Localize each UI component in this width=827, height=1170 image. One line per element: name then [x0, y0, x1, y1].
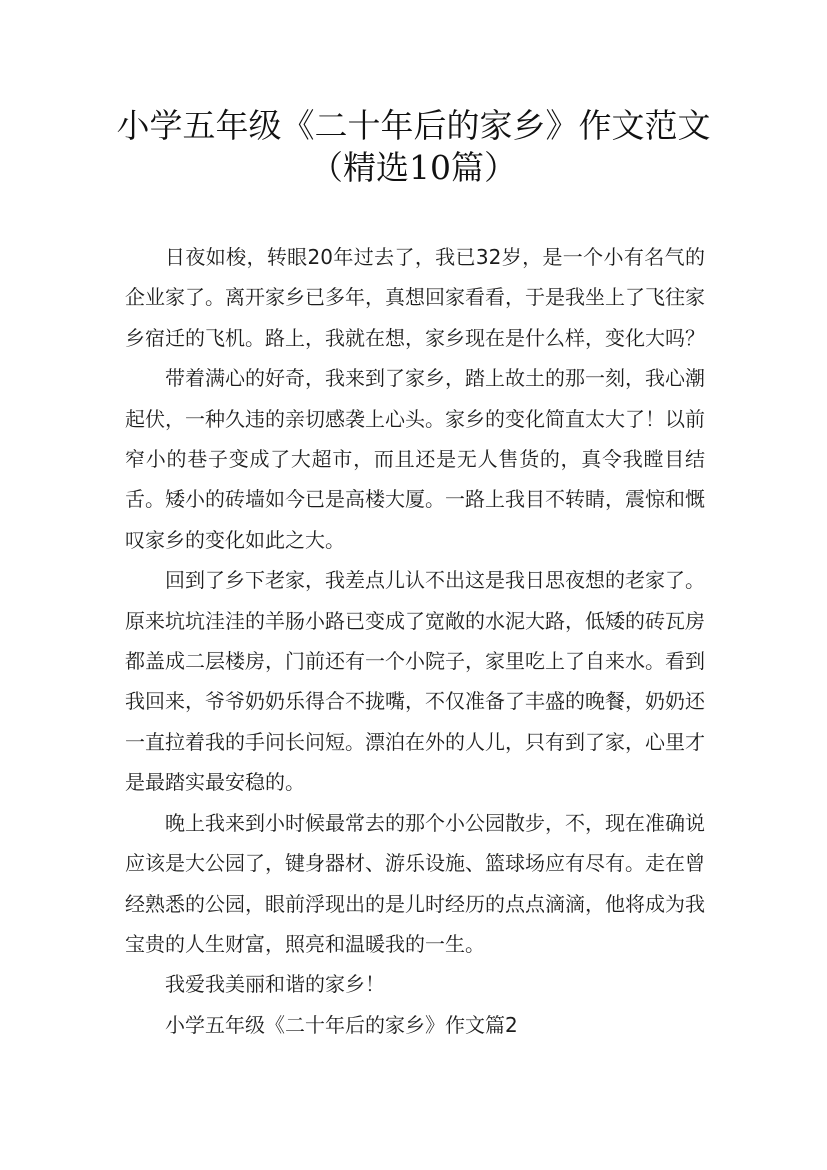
paragraph-1: 日夜如梭，转眼20年过去了，我已32岁，是一个小有名气的企业家了。离开家乡已多年，真想回家看看，于是我坐上了飞往家乡宿迁的飞机。路上，我就在想，家乡现在是什么样，变化大吗？: [125, 245, 705, 350]
paragraph-5: 我爱我美丽和谐的家乡！: [165, 972, 385, 997]
document-title-line-1: 小学五年级《二十年后的家乡》作文范文: [116, 106, 711, 145]
document-body: [125, 237, 705, 1045]
paragraph-3: 回到了乡下老家，我差点儿认不出这是我日思夜想的老家了。原来坑坑洼洼的羊肠小路已变成了宽敞的水泥大路，低矮的砖瓦房都盖成二层楼房，门前还有一个小院子，家里吃上了自来水。看到我回来，爷爷奶奶乐得合不拢嘴，不仅准备了丰盛的晚餐，奶奶还一直拉着我的手问长问短。漂泊在外的人儿，只有到了家，心里才是最踏实最安稳的。: [125, 568, 705, 795]
paragraph-4: 晚上我来到小时候最常去的那个小公园散步，不，现在准确说应该是大公园了，键身器材、游乐设施、篮球场应有尽有。走在曾经熟悉的公园，眼前浮现出的是儿时经历的点点滴滴，他将成为我宝贵的人生财富，照亮和温暖我的一生。: [125, 810, 705, 956]
section-heading-essay-2: 小学五年级《二十年后的家乡》作文篇2: [165, 1012, 518, 1037]
document-title-line-2: （精选10篇）: [310, 148, 517, 187]
paragraph-2: 带着满心的好奇，我来到了家乡，踏上故土的那一刻，我心潮起伏，一种久违的亲切感袭上心头。家乡的变化简直太大了！以前窄小的巷子变成了大超市，而且还是无人售货的，真令我瞠目结舌。矮小的砖墙如今已是高楼大厦。一路上我目不转睛，震惊和慨叹家乡的变化如此之大。: [125, 366, 705, 552]
